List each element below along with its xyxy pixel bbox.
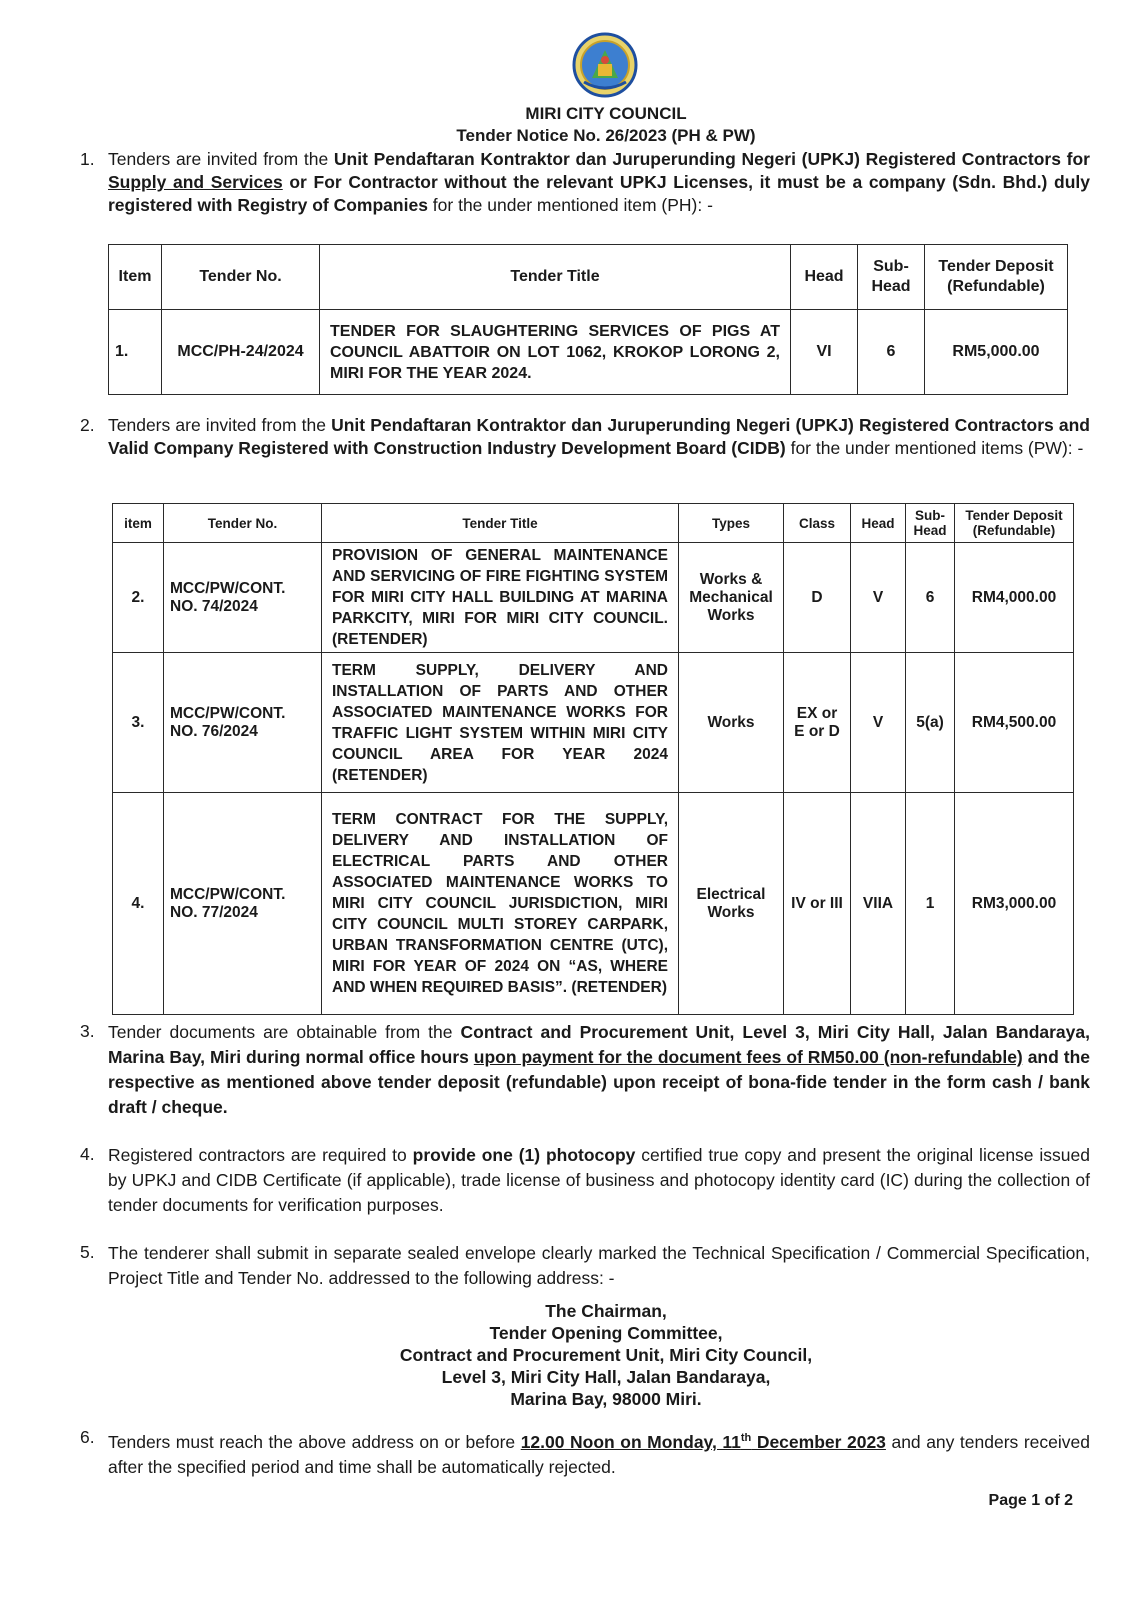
para1-text-part: Tenders are invited from the	[108, 149, 334, 169]
para3-text	[108, 1020, 1090, 1120]
council-name: MIRI CITY COUNCIL	[525, 104, 687, 123]
sub-head-value: 6	[906, 543, 955, 653]
tender-title: PROVISION OF GENERAL MAINTENANCE AND SERVICING OF FIRE FIGHTING SYSTEM FOR MIRI CITY HALL BUILDING AT MARINA PARKCITY, MIRI FOR MIRI CITY COUNCIL. (RETENDER)	[322, 543, 679, 653]
deadline-part: 12.00 Noon on Monday, 11	[520, 1431, 741, 1452]
para5-text: The tenderer shall submit in separate sealed envelope clearly marked the Technical Specification / Commercial Specification, Project Title and Tender No. addressed to the following address: -	[108, 1243, 1090, 1288]
tender-number: MCC/PW/CONT. NO. 74/2024	[164, 543, 322, 653]
col-class: Class	[784, 504, 851, 543]
item-number: 2.	[113, 543, 164, 653]
col-tender-no: Tender No.	[162, 245, 320, 310]
table-row	[113, 653, 1074, 793]
table-row	[113, 793, 1074, 1015]
deadline-ordinal: th	[740, 1432, 752, 1444]
address-line: Tender Opening Committee,	[489, 1323, 723, 1343]
para6-deadline	[521, 1432, 886, 1452]
para1-text	[108, 148, 1090, 217]
class-value: D	[784, 543, 851, 653]
col-deposit: Tender Deposit (Refundable)	[955, 504, 1074, 543]
para3-bold-part: Contract and Procurement Unit, Level 3, Miri City Hall, Jalan Bandaraya, Marina Bay, Miri during normal office hours	[108, 1022, 1090, 1067]
types-value: Works & Mechanical Works	[679, 543, 784, 653]
para1-bold-part: Unit Pendaftaran Kontraktor dan Juruperunding Negeri (UPKJ) Registered Contractors for	[333, 149, 1090, 169]
notice-number: Tender Notice No. 26/2023 (PH & PW)	[456, 126, 756, 145]
ph-tender-table	[108, 244, 1068, 395]
head-value: V	[851, 543, 906, 653]
submission-address	[0, 1300, 1135, 1410]
col-head: Head	[851, 504, 906, 543]
class-value: EX or E or D	[784, 653, 851, 793]
tender-title: TENDER FOR SLAUGHTERING SERVICES OF PIGS AT COUNCIL ABATTOIR ON LOT 1062, KROKOP LORONG 2, MIRI FOR THE YEAR 2024.	[320, 310, 791, 395]
item-number: 1.	[109, 310, 162, 395]
deposit-value: RM5,000.00	[925, 310, 1068, 395]
item-number: 3.	[113, 653, 164, 793]
types-value: Electrical Works	[679, 793, 784, 1015]
tender-title: TERM CONTRACT FOR THE SUPPLY, DELIVERY AND INSTALLATION OF ELECTRICAL PARTS AND OTHER ASSOCIATED MAINTENANCE WORKS TO MIRI CITY COUNCIL JURISDICTION, MIRI CITY COUNCIL MULTI STOREY CARPARK, URBAN TRANSFORMATION CENTRE (UTC), MIRI FOR YEAR OF 2024 ON “AS, WHERE AND WHEN REQUIRED BASIS”. (RETENDER)	[322, 793, 679, 1015]
col-tender-title: Tender Title	[322, 504, 679, 543]
council-crest-logo	[572, 32, 638, 98]
tender-number: MCC/PW/CONT. NO. 76/2024	[164, 653, 322, 793]
head-value: VIIA	[851, 793, 906, 1015]
para3-text-part: Tender documents are obtainable from the	[108, 1022, 461, 1042]
table-header-row	[113, 504, 1074, 543]
address-line: The Chairman,	[545, 1301, 667, 1321]
tender-number: MCC/PW/CONT. NO. 77/2024	[164, 793, 322, 1015]
sub-head-value: 5(a)	[906, 653, 955, 793]
para2-text	[108, 414, 1090, 460]
head-value: VI	[791, 310, 858, 395]
page-number: Page 1 of 2	[988, 1492, 1073, 1509]
col-deposit: Tender Deposit (Refundable)	[925, 245, 1068, 310]
col-item: Item	[109, 245, 162, 310]
para6-text-part: Tenders must reach the above address on or before	[108, 1431, 521, 1452]
para6-text-part-2: and any tenders received after the specified period and time shall be automatically rejected.	[108, 1431, 1090, 1477]
col-types: Types	[679, 504, 784, 543]
address-line: Level 3, Miri City Hall, Jalan Bandaraya,	[441, 1367, 771, 1387]
col-head: Head	[791, 245, 858, 310]
deposit-value: RM3,000.00	[955, 793, 1074, 1015]
para2-bold-part: Unit Pendaftaran Kontraktor dan Juruperunding Negeri (UPKJ) Registered Contractors and Valid Company Registered with Construction Industry Development Board (CIDB)	[108, 415, 1090, 458]
para4-number: 4.	[80, 1144, 95, 1164]
para6-number: 6.	[80, 1427, 95, 1447]
deposit-value: RM4,000.00	[955, 543, 1074, 653]
para4-text-part: Registered contractors are required to	[108, 1145, 413, 1165]
para4-text-part-2: certified true copy and present the original license issued by UPKJ and CIDB Certificate (if applicable), trade license of business and photocopy identity card (IC) during the collection of tender documents for verification purposes.	[108, 1145, 1090, 1215]
para1-bold-part-2: or For Contractor without the relevant UPKJ Licenses, it must be a company (Sdn. Bhd.) duly registered with Registry of Companies	[108, 172, 1090, 215]
head-value: V	[851, 653, 906, 793]
para4-text	[108, 1143, 1090, 1218]
tender-title: TERM SUPPLY, DELIVERY AND INSTALLATION OF PARTS AND OTHER ASSOCIATED MAINTENANCE WORKS FOR TRAFFIC LIGHT SYSTEM WITHIN MIRI CITY COUNCIL AREA FOR YEAR 2024 (RETENDER)	[322, 653, 679, 793]
table-header-row	[109, 245, 1068, 310]
para1-underlined-part: Supply and Services	[108, 172, 283, 192]
class-value: IV or III	[784, 793, 851, 1015]
item-number: 4.	[113, 793, 164, 1015]
address-line: Marina Bay, 98000 Miri.	[510, 1389, 702, 1409]
col-sub-head: Sub- Head	[906, 504, 955, 543]
para2-text-part: Tenders are invited from the	[108, 415, 332, 435]
table-row	[113, 543, 1074, 653]
para6-text	[108, 1426, 1090, 1480]
para2-number: 2.	[80, 415, 95, 435]
para5-number: 5.	[80, 1242, 95, 1262]
para3-underlined-part: upon payment for the document fees of RM50.00 (non-refundable)	[473, 1047, 1023, 1067]
types-value: Works	[679, 653, 784, 793]
col-sub-head: Sub- Head	[858, 245, 925, 310]
para3-number: 3.	[80, 1021, 95, 1041]
col-tender-title: Tender Title	[320, 245, 791, 310]
pw-tender-table	[112, 503, 1074, 1015]
col-tender-no: Tender No.	[164, 504, 322, 543]
para1-number: 1.	[80, 149, 95, 169]
sub-head-value: 6	[858, 310, 925, 395]
para4-bold-part: provide one (1) photocopy	[412, 1145, 636, 1165]
para2-text-part-2: for the under mentioned items (PW): -	[785, 438, 1084, 458]
table-row	[109, 310, 1068, 395]
para1-text-part-2: for the under mentioned item (PH): -	[427, 195, 713, 215]
deposit-value: RM4,500.00	[955, 653, 1074, 793]
tender-number: MCC/PH-24/2024	[162, 310, 320, 395]
deadline-part-2: December 2023	[751, 1431, 886, 1452]
para3-bold-part-2: and the respective as mentioned above tender deposit (refundable) upon receipt of bona-fide tender in the form cash / bank draft / cheque.	[108, 1047, 1090, 1117]
col-item: item	[113, 504, 164, 543]
sub-head-value: 1	[906, 793, 955, 1015]
address-line: Contract and Procurement Unit, Miri City Council,	[399, 1345, 813, 1365]
